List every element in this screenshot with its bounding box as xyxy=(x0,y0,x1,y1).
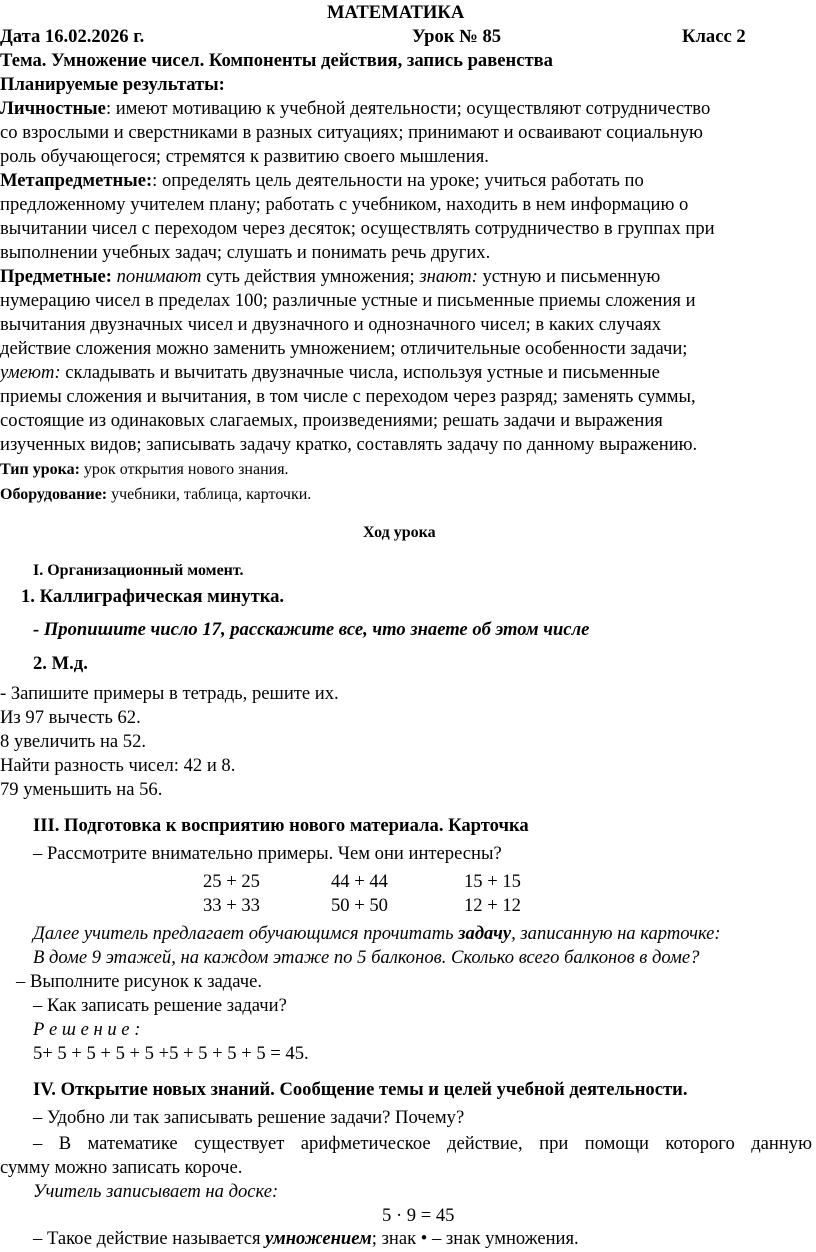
how-to-write: – Как записать решение задачи? xyxy=(33,995,287,1016)
sum-cell: 33 + 33 xyxy=(203,895,260,916)
lesson-type xyxy=(0,458,289,482)
sum-cell: 50 + 50 xyxy=(331,895,388,916)
lesson-date: Дата 16.02.2026 г. xyxy=(0,26,145,47)
exercise-list xyxy=(0,682,812,802)
lesson-type-text: урок открытия нового знания. xyxy=(79,461,289,478)
topic-text: . Умножение чисел. Компоненты действия, запись равенства xyxy=(41,50,553,71)
item-1-task: - Пропишите число 17, расскажите все, что знаете об этом числе xyxy=(33,619,590,640)
know-word: знают: xyxy=(419,266,478,287)
sum-cell: 12 + 12 xyxy=(464,895,521,916)
task-intro xyxy=(33,922,721,946)
sum-cell: 25 + 25 xyxy=(203,871,260,892)
task-intro-a: Далее учитель предлагает обучающимся прочитать xyxy=(33,923,459,944)
sum-cell: 15 + 15 xyxy=(464,871,521,892)
math-action-line-2: сумму можно записать короче. xyxy=(0,1157,243,1178)
board-expression: 5 · 9 = 45 xyxy=(382,1205,455,1226)
metasubject-line: : определять цель деятельности на уроке; учиться работать по xyxy=(152,170,644,191)
task-text: В доме 9 этажей, на каждом этаже по 5 балконов. Сколько всего балконов в доме? xyxy=(33,947,700,968)
lesson-topic xyxy=(0,49,553,73)
multiplication-definition xyxy=(33,1227,579,1251)
exercise-line: Из 97 вычесть 62. xyxy=(0,707,141,728)
subject-results xyxy=(0,265,812,457)
personal-label: Личностные xyxy=(0,98,106,119)
subject-line: нумерацию чисел в пределах 100; различные устные и письменные приемы сложения и xyxy=(0,290,696,311)
metasubject-results xyxy=(0,169,812,265)
can-text: складывать и вычитать двузначные числа, используя устные и письменные xyxy=(60,362,660,383)
personal-line: со взрослыми и сверстниками в разных ситуациях; принимают и осваивают социальную xyxy=(0,122,703,143)
metasubject-line: предложенному учителем плану; работать с учебником, находить в нем информацию о xyxy=(0,194,689,215)
subject-label: Предметные: xyxy=(0,266,112,287)
exercise-line: 79 уменьшить на 56. xyxy=(0,779,163,800)
understand-word: понимают xyxy=(116,266,202,287)
math-action-line-1: – В математике существует арифметическое действие, при помощи которого данную xyxy=(33,1133,812,1154)
item-1-heading: 1. Каллиграфическая минутка. xyxy=(21,586,285,607)
equipment xyxy=(0,483,311,507)
understand-text: суть действия умножения; xyxy=(201,266,420,287)
personal-results xyxy=(0,97,812,169)
personal-line: : имеют мотивацию к учебной деятельности; осуществляют сотрудничество xyxy=(105,98,711,119)
equipment-label: Оборудование: xyxy=(0,486,108,503)
metasubject-line: выполнении учебных задач; слушать и понимать речь других. xyxy=(0,242,491,263)
solution: 5+ 5 + 5 + 5 + 5 +5 + 5 + 5 + 5 = 45. xyxy=(33,1043,309,1064)
sum-cell: 44 + 44 xyxy=(331,871,388,892)
class-number: Класс 2 xyxy=(682,26,746,47)
planned-results-heading: Планируемые результаты: xyxy=(0,74,225,95)
metasubject-label: Метапредметные: xyxy=(0,170,153,191)
subject-line: приемы сложения и вычитания, в том числе с переходом через разряд; заменять суммы, xyxy=(0,386,696,407)
task-intro-b: задачу xyxy=(458,923,512,944)
mult-a: – Такое действие называется xyxy=(33,1228,266,1249)
lesson-number: Урок № 85 xyxy=(412,26,502,47)
solution-label: Р е ш е н и е : xyxy=(33,1019,141,1040)
question-convenient: – Удобно ли так записывать решение задачи? Почему? xyxy=(33,1107,465,1128)
teacher-writes: Учитель записывает на доске: xyxy=(33,1181,279,1202)
exercise-line: - Запишите примеры в тетрадь, решите их. xyxy=(0,683,339,704)
can-word: умеют: xyxy=(0,362,61,383)
mult-c: ; знак • – знак умножения. xyxy=(371,1228,579,1249)
lesson-type-label: Тип урока: xyxy=(0,461,80,478)
know-text: устную и письменную xyxy=(477,266,661,287)
task-intro-c: , записанную на карточке: xyxy=(511,923,721,944)
subject-line: состоящие из одинаковых слагаемых, произведениями; решать задачи и выражения xyxy=(0,410,663,431)
course-title: Ход урока xyxy=(363,524,436,541)
stage-3-heading: III. Подготовка к восприятию нового материала. Карточка xyxy=(33,815,529,836)
metasubject-line: вычитании чисел с переходом через десяток; осуществлять сотрудничество в группах при xyxy=(0,218,715,239)
subject-line: действие сложения можно заменить умножением; отличительные особенности задачи; xyxy=(0,338,688,359)
stage-3-question: – Рассмотрите внимательно примеры. Чем они интересны? xyxy=(33,843,502,864)
exercise-line: 8 увеличить на 52. xyxy=(0,731,147,752)
personal-line: роль обучающегося; стремятся к развитию своего мышления. xyxy=(0,146,489,167)
subject-line: вычитания двузначных чисел и двузначного и однозначного чисел; в каких случаях xyxy=(0,314,662,335)
stage-4-heading: IV. Открытие новых знаний. Сообщение темы и целей учебной деятельности. xyxy=(33,1079,688,1100)
page-title: МАТЕМАТИКА xyxy=(327,2,465,23)
item-2-heading: 2. М.д. xyxy=(33,653,88,674)
stage-1-heading: I. Организационный момент. xyxy=(33,562,244,579)
draw-instruction: – Выполните рисунок к задаче. xyxy=(16,971,263,992)
topic-label: Тема xyxy=(0,50,42,71)
exercise-line: Найти разность чисел: 42 и 8. xyxy=(0,755,236,776)
mult-b: умножением xyxy=(265,1228,372,1249)
equipment-text: учебники, таблица, карточки. xyxy=(107,486,312,503)
subject-line: изученных видов; записывать задачу кратко, составлять задачу по данному выражению. xyxy=(0,434,698,455)
